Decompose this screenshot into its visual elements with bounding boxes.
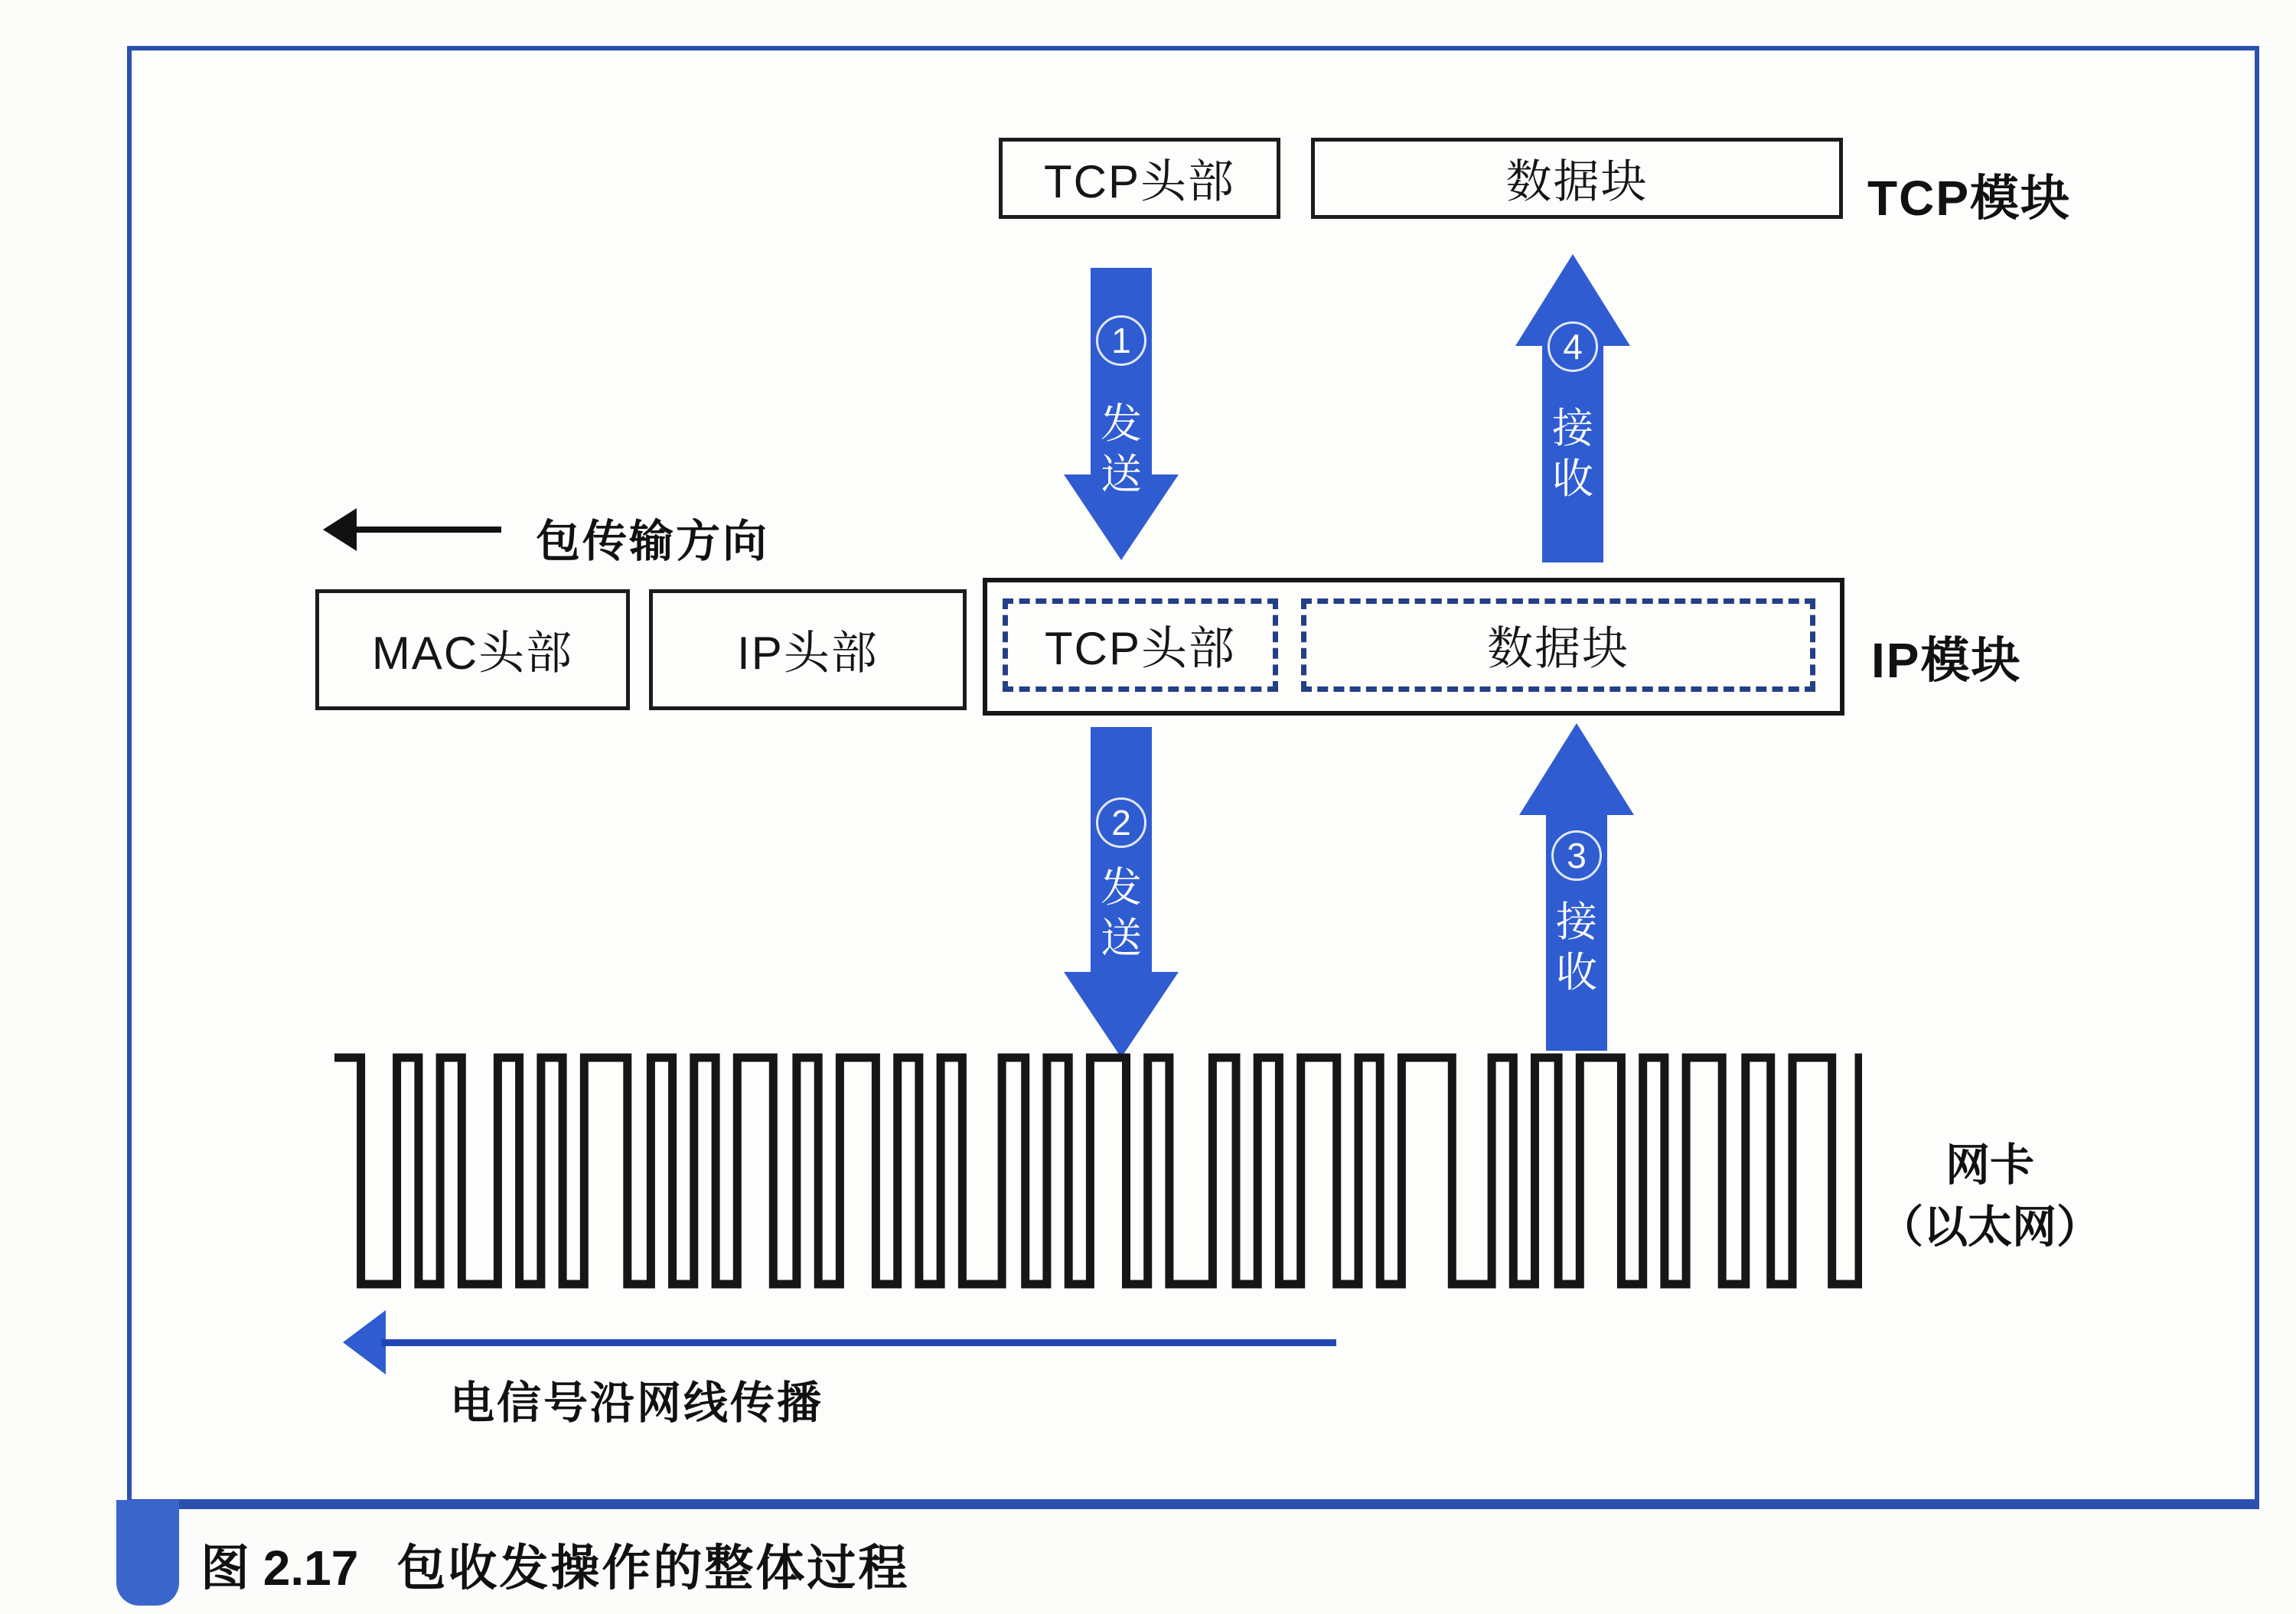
arrow-step2-send-down	[1064, 727, 1179, 1064]
signal-direction-label: 电信号沿网线传播	[450, 1378, 824, 1428]
arrow-text: 接收	[1552, 406, 1593, 502]
data-block-label: 数据块	[1505, 156, 1649, 207]
ip-module-label: IP模块	[1871, 633, 2022, 688]
mac-header-label: MAC头部	[371, 628, 574, 679]
arrow-text: 发送	[1101, 401, 1142, 497]
data-block-dashed-box	[1301, 598, 1815, 692]
arrow-text: 接收	[1556, 899, 1597, 996]
ip-header-box	[649, 589, 967, 710]
step-number-badge: 1	[1096, 315, 1146, 366]
figure-caption	[201, 1529, 909, 1599]
nic-label-line1: 网卡	[1945, 1140, 2034, 1190]
figure-number: 图 2.17	[201, 1541, 359, 1596]
arrow-step3-receive-up	[1519, 723, 1634, 1052]
nic-label-line2: （以太网）	[1878, 1202, 2101, 1253]
tcp-module-label: TCP模块	[1867, 171, 2071, 226]
arrow-step1-send-down	[1064, 268, 1179, 562]
tcp-header-label: TCP头部	[1044, 156, 1235, 207]
tcp-header-dashed-box	[1003, 598, 1278, 692]
step-number-badge: 3	[1551, 830, 1602, 881]
arrow-left-tip-icon	[343, 1310, 386, 1374]
step-number-badge: 2	[1096, 797, 1146, 848]
step-number-badge: 4	[1548, 321, 1598, 372]
arrow-head-up-icon	[1519, 723, 1634, 815]
arrow-head-down-icon	[1064, 972, 1179, 1058]
mac-header-box	[315, 589, 630, 710]
nic-label	[1860, 1134, 2120, 1258]
packet-direction-label: 包传输方向	[536, 517, 770, 566]
arrow-line	[352, 527, 501, 533]
ip-header-label: IP头部	[737, 628, 879, 679]
arrow-line	[381, 1339, 1336, 1346]
data-block-dashed-label: 数据块	[1487, 623, 1629, 674]
tcp-header-box-top	[999, 138, 1280, 219]
figure-title: 包收发操作的整体过程	[396, 1541, 910, 1596]
corner-accent-bar	[116, 1500, 179, 1606]
tcp-header-dashed-label: TCP头部	[1045, 623, 1236, 674]
ethernet-signal-waveform	[334, 1052, 1862, 1290]
data-block-box-top	[1311, 138, 1843, 219]
arrow-step4-receive-up	[1515, 254, 1630, 564]
arrow-text: 发送	[1101, 865, 1142, 961]
